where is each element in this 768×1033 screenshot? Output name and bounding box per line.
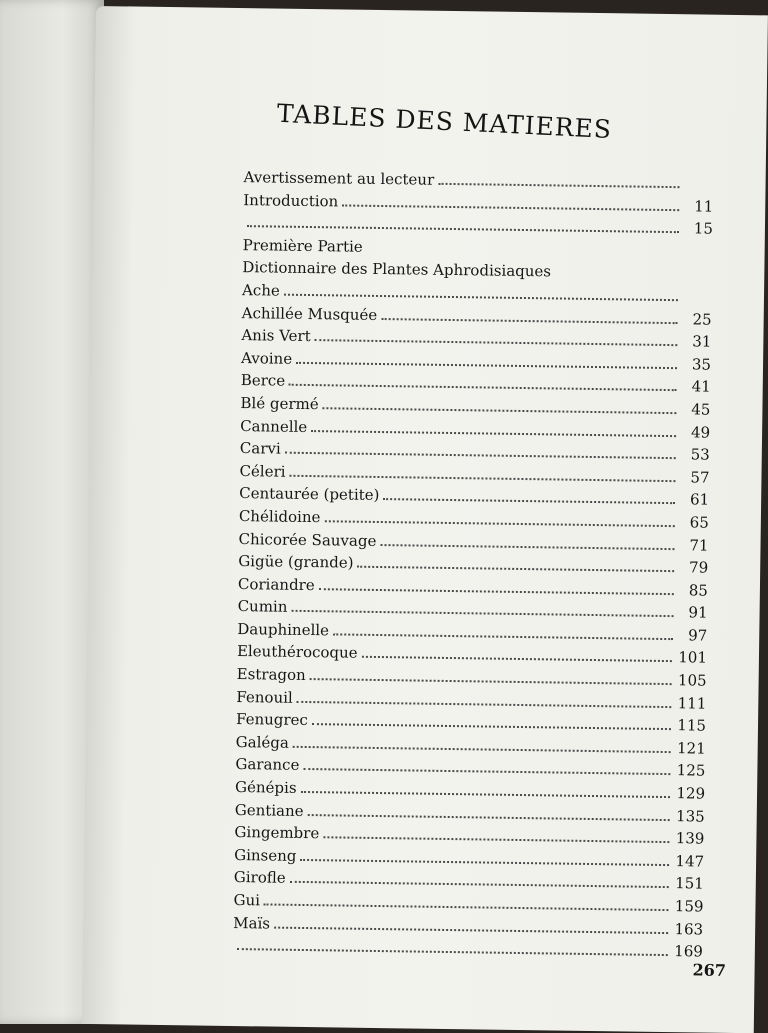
toc-entry-page: 97 <box>673 626 707 644</box>
toc-entry-page: 125 <box>671 762 706 780</box>
toc-entry-label: Avertissement au lecteur <box>244 168 439 189</box>
dot-leader <box>274 926 669 934</box>
toc-entry-page: 25 <box>678 310 712 328</box>
toc-entry-label: Gui <box>233 891 264 909</box>
toc-entry-page: 105 <box>672 671 707 689</box>
toc-entry-label: Anis Vert <box>241 326 315 345</box>
dot-leader <box>311 430 676 437</box>
toc-entry-label: Carvi <box>240 439 285 458</box>
toc-entry-page: 135 <box>670 807 705 825</box>
toc-entry-page: 91 <box>673 603 707 621</box>
toc-entry-page: 147 <box>669 852 704 870</box>
dot-leader <box>290 881 669 888</box>
toc-entry-page: 49 <box>676 423 710 441</box>
toc-entry-label: Céleri <box>239 462 289 481</box>
toc-entry-page: 61 <box>675 490 709 508</box>
toc-entry-page: 101 <box>672 649 707 667</box>
toc-entry-label: Gentiane <box>235 801 308 820</box>
dot-leader <box>285 452 676 459</box>
toc-entry-page: 53 <box>676 445 710 463</box>
toc-entry-label: Avoine <box>241 349 296 368</box>
toc-entry-page: 45 <box>676 400 710 418</box>
dot-leader <box>301 791 671 798</box>
dot-leader <box>324 520 674 527</box>
spacer <box>367 252 679 256</box>
dot-leader <box>300 859 669 866</box>
page-title: TABLES DES MATIERES <box>224 96 665 146</box>
toc-entry-page: 129 <box>670 784 705 802</box>
toc-entry-page: 115 <box>671 716 706 734</box>
toc-entry-label: Girofle <box>234 868 290 887</box>
dot-leader <box>296 362 677 369</box>
toc-entry-label: Galéga <box>236 733 293 752</box>
dot-leader <box>312 723 672 730</box>
dot-leader <box>362 656 673 662</box>
toc-entry-page: 11 <box>679 197 713 215</box>
toc-entry-label: Ache <box>242 281 284 300</box>
dot-leader <box>323 836 670 843</box>
toc-entry-page: 31 <box>677 332 711 350</box>
dot-leader <box>342 204 679 211</box>
toc-entry-label: Cannelle <box>240 417 311 436</box>
toc-entry-label: Berce <box>241 371 290 390</box>
toc-entry-page: 41 <box>677 377 711 395</box>
toc-entry-page: 35 <box>677 355 711 373</box>
toc-entry-page: 169 <box>668 942 703 960</box>
toc-entry-label: Gingembre <box>234 823 323 842</box>
toc-entry-label: Ginseng <box>234 846 301 865</box>
toc-entry-label: Première Partie <box>243 236 367 256</box>
toc-entry-label: Gigüe (grande) <box>238 552 357 572</box>
toc-entry-label: Chicorée Sauvage <box>238 530 380 550</box>
toc-entry-label: Chélidoine <box>239 507 325 526</box>
dot-leader <box>357 566 674 572</box>
toc-entry-label: Maïs <box>233 914 274 933</box>
dot-leader <box>380 544 674 550</box>
dot-leader <box>383 498 675 504</box>
toc-entry-label: Garance <box>235 755 303 774</box>
toc-entry-label: Coriandre <box>238 575 319 594</box>
dot-leader <box>289 474 675 481</box>
toc-entry-page: 151 <box>669 874 704 892</box>
dot-leader <box>308 814 671 821</box>
toc-entry-label: Cumin <box>238 597 292 616</box>
toc-entry-page: 71 <box>674 536 708 554</box>
dot-leader <box>381 318 677 324</box>
dot-leader <box>323 407 677 414</box>
dot-leader <box>284 294 678 302</box>
toc-entry-page: 121 <box>671 739 706 757</box>
toc-entry-page: 79 <box>674 558 708 576</box>
dot-leader <box>237 948 668 956</box>
toc-entry-page: 159 <box>669 897 704 915</box>
toc-entry-label: Fenouil <box>236 688 297 707</box>
toc-entry-page: 111 <box>672 694 707 712</box>
toc-entry-label: Dictionnaire des Plantes Aphrodisiaques <box>242 258 555 280</box>
dot-leader <box>289 384 677 391</box>
toc-entry-label: Fenugrec <box>236 710 312 729</box>
toc-entry-label: Eleuthérocoque <box>237 643 362 663</box>
dot-leader <box>293 746 671 753</box>
right-page <box>82 6 768 1033</box>
toc-entry-page: 57 <box>675 468 709 486</box>
dot-leader <box>303 768 670 775</box>
dot-leader <box>315 339 678 346</box>
toc-entry-label: Centaurée (petite) <box>239 484 384 504</box>
dot-leader <box>297 701 672 708</box>
toc-entry-label: Achillée Musquée <box>242 304 382 324</box>
toc-entry-label: Génépis <box>235 778 301 797</box>
toc-entry-page: 139 <box>670 829 705 847</box>
toc-entry-label: Introduction <box>243 191 342 210</box>
dot-leader <box>319 588 674 595</box>
toc-entry-page: 65 <box>675 513 709 531</box>
toc-entry-label: Estragon <box>237 665 310 684</box>
dot-leader <box>438 183 679 188</box>
toc-entry-label: Blé germé <box>240 394 322 413</box>
toc-entry-page: 15 <box>679 219 713 237</box>
toc-entry-page: 163 <box>668 920 703 938</box>
dot-leader <box>247 225 679 233</box>
table-of-contents <box>233 168 714 965</box>
toc-entry-label: Dauphinelle <box>237 620 333 639</box>
dot-leader <box>310 678 672 685</box>
page-number: 267 <box>692 960 726 979</box>
spacer <box>555 277 678 279</box>
dot-leader <box>264 903 669 911</box>
dot-leader <box>291 610 673 617</box>
dot-leader <box>333 633 673 640</box>
toc-entry-page: 85 <box>674 581 708 599</box>
